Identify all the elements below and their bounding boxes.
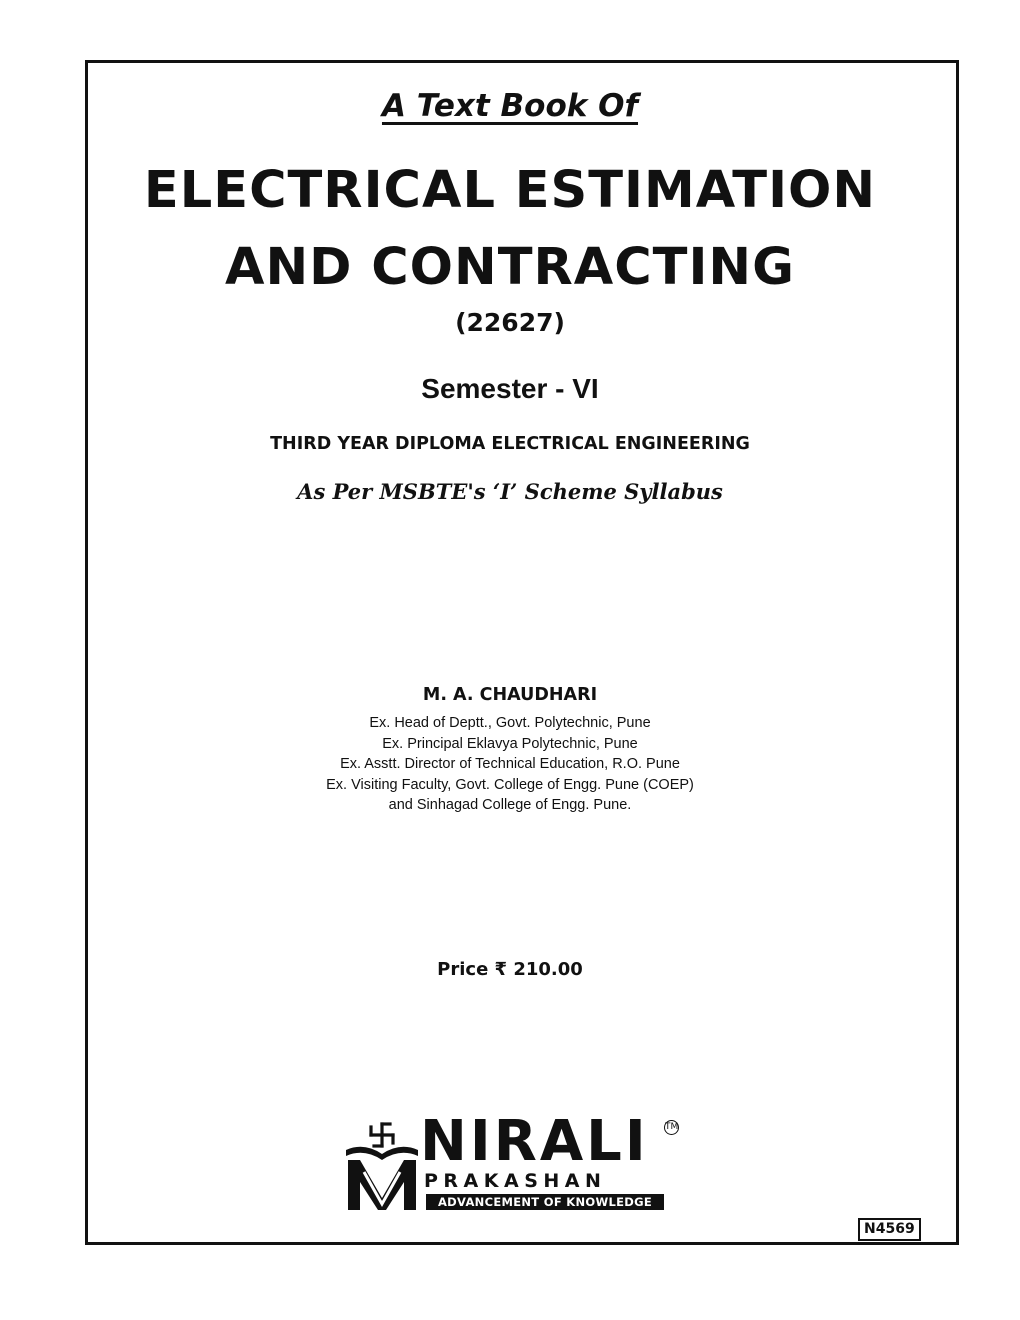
- qualification-line: Ex. Asstt. Director of Technical Education, R.O. Pune: [340, 756, 680, 772]
- trademark-mark: TM: [664, 1120, 679, 1135]
- author-qualifications: [0, 713, 1020, 816]
- book-title-line-2: AND CONTRACTING: [225, 238, 795, 297]
- syllabus-note: As Per MSBTE's ‘I’ Scheme Syllabus: [297, 479, 723, 504]
- publisher-tagline: ADVANCEMENT OF KNOWLEDGE: [426, 1194, 664, 1210]
- publisher-name: NIRALI: [420, 1109, 649, 1174]
- author-name: M. A. CHAUDHARI: [422, 685, 598, 705]
- book-title-line-1: ELECTRICAL ESTIMATION: [143, 161, 877, 220]
- series-heading: A Text Book Of: [381, 88, 639, 124]
- qualification-line: and Sinhagad College of Engg. Pune.: [388, 797, 632, 813]
- price: Price ₹ 210.00: [437, 959, 583, 980]
- qualification-line: Ex. Visiting Faculty, Govt. College of Engg. Pune (COEP): [326, 776, 694, 793]
- qualification-line: Ex. Head of Deptt., Govt. Polytechnic, Pune: [369, 715, 651, 731]
- book-code: N4569: [858, 1218, 921, 1241]
- publisher-subname: PRAKASHAN: [424, 1170, 607, 1192]
- course-name: THIRD YEAR DIPLOMA ELECTRICAL ENGINEERING: [270, 434, 750, 454]
- semester: Semester - VI: [421, 373, 599, 404]
- publisher-logo: [342, 1109, 679, 1212]
- course-code: (22627): [455, 308, 565, 337]
- qualification-line: Ex. Principal Eklavya Polytechnic, Pune: [382, 735, 638, 752]
- swastika-book-icon: [342, 1120, 422, 1212]
